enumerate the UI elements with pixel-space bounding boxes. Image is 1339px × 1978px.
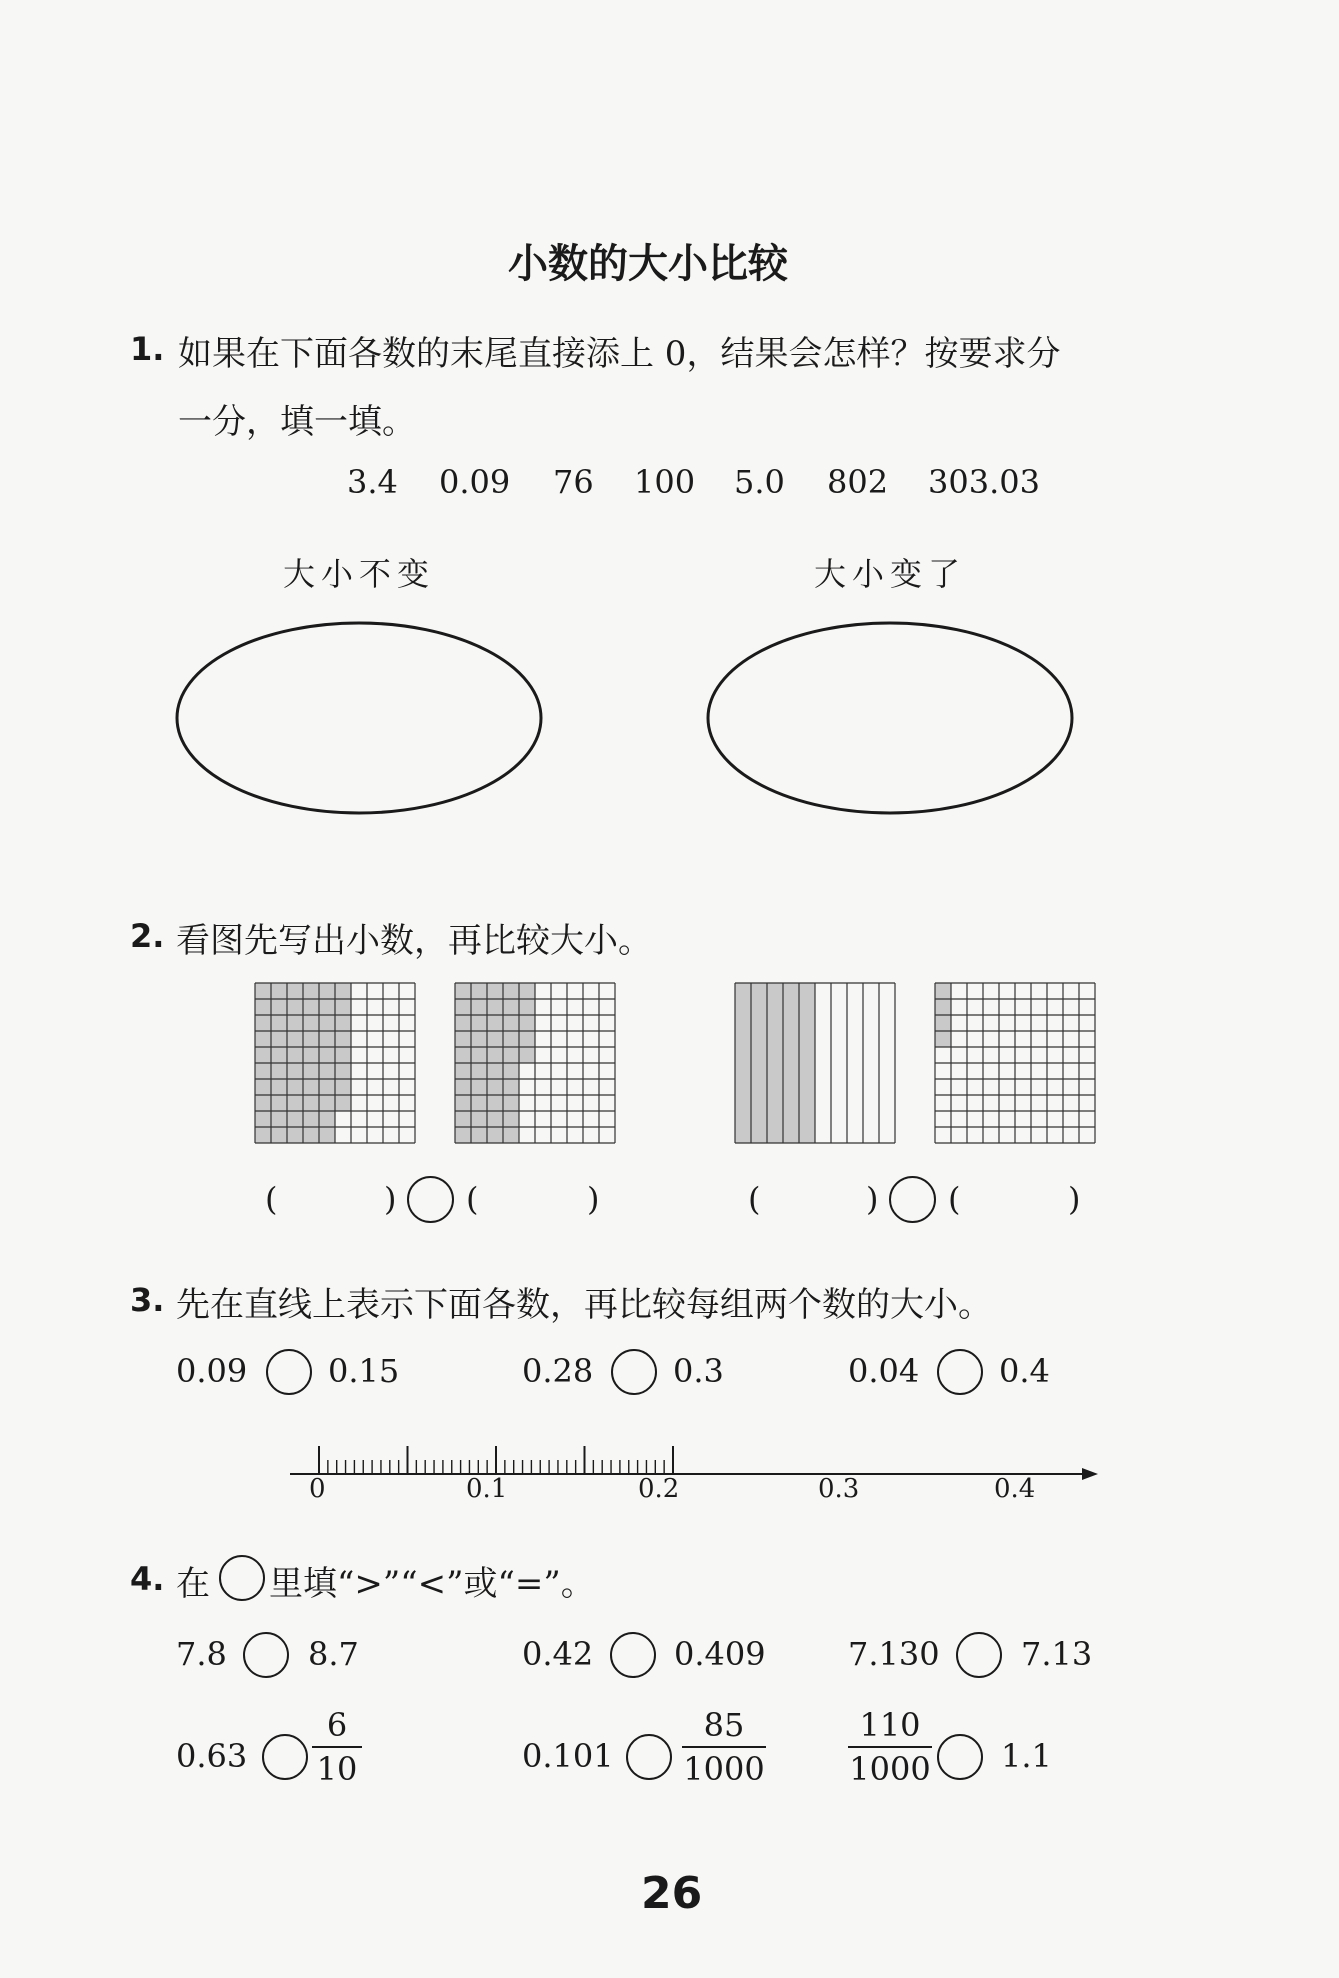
- shaded-cell: [319, 999, 335, 1015]
- shaded-cell: [287, 1095, 303, 1111]
- number-line[interactable]: [280, 1430, 1100, 1520]
- numberline-label: 0.2: [638, 1474, 680, 1504]
- shaded-strip: [799, 983, 815, 1143]
- shaded-cell: [319, 1127, 335, 1143]
- page-number: 26: [641, 1868, 703, 1919]
- shaded-cell: [503, 1047, 519, 1063]
- shaded-cell: [335, 1063, 351, 1079]
- numberline-label: 0.1: [466, 1474, 508, 1504]
- shaded-cell: [487, 983, 503, 999]
- shaded-cell: [287, 1111, 303, 1127]
- numberline-label: 0.3: [818, 1474, 860, 1504]
- shaded-cell: [271, 1047, 287, 1063]
- shaded-cell: [503, 1079, 519, 1095]
- shaded-cell: [255, 1127, 271, 1143]
- shaded-cell: [455, 999, 471, 1015]
- shaded-cell: [319, 1063, 335, 1079]
- q1-text-line1: 如果在下面各数的末尾直接添上 0，结果会怎样？按要求分: [178, 334, 1061, 374]
- shaded-cell: [519, 1015, 535, 1031]
- shaded-cell: [319, 1095, 335, 1111]
- arrow-right-icon: [1082, 1468, 1098, 1480]
- shaded-cell: [471, 1015, 487, 1031]
- shaded-cell: [503, 1111, 519, 1127]
- shaded-cell: [519, 1047, 535, 1063]
- shaded-cell: [255, 999, 271, 1015]
- shaded-cell: [271, 1127, 287, 1143]
- compare-left-value: 0.101: [522, 1737, 614, 1775]
- shaded-cell: [335, 1047, 351, 1063]
- shaded-cell: [471, 1095, 487, 1111]
- shaded-cell: [255, 1095, 271, 1111]
- shaded-cell: [487, 1127, 503, 1143]
- shaded-cell: [487, 1079, 503, 1095]
- compare-circle[interactable]: [611, 1349, 657, 1395]
- fraction: [682, 1706, 766, 1788]
- shaded-cell: [471, 1079, 487, 1095]
- shaded-cell: [455, 983, 471, 999]
- shaded-cell: [303, 983, 319, 999]
- hundred-grid-3: [934, 982, 1096, 1144]
- shaded-cell: [455, 1015, 471, 1031]
- shaded-cell: [455, 1095, 471, 1111]
- label-changed: 大小变了: [814, 555, 967, 593]
- shaded-cell: [471, 999, 487, 1015]
- compare-left-value: 0.09: [176, 1352, 248, 1390]
- shaded-cell: [271, 1079, 287, 1095]
- shaded-cell: [303, 1047, 319, 1063]
- shaded-cell: [287, 1079, 303, 1095]
- q4-text-before: 在: [176, 1564, 210, 1604]
- shaded-cell: [455, 1127, 471, 1143]
- shaded-cell: [487, 1015, 503, 1031]
- q2-text: 看图先写出小数，再比较大小。: [176, 921, 652, 961]
- compare-circle[interactable]: [243, 1632, 289, 1678]
- shaded-cell: [487, 1095, 503, 1111]
- shaded-cell: [335, 1079, 351, 1095]
- compare-right-value: 0.409: [674, 1635, 766, 1673]
- shaded-cell: [255, 1111, 271, 1127]
- shaded-cell: [319, 1079, 335, 1095]
- shaded-cell: [303, 1111, 319, 1127]
- numberline-label: 0.4: [994, 1474, 1036, 1504]
- shaded-cell: [335, 983, 351, 999]
- answer-oval-unchanged[interactable]: [177, 623, 541, 813]
- shaded-cell: [319, 1111, 335, 1127]
- shaded-cell: [271, 1111, 287, 1127]
- shaded-cell: [319, 1015, 335, 1031]
- compare-right-value: 1.1: [1001, 1737, 1052, 1775]
- fraction-bar: [312, 1746, 362, 1748]
- shaded-cell: [487, 1031, 503, 1047]
- compare-right-value: 0.4: [999, 1352, 1050, 1390]
- q1-number-item: 100: [634, 463, 696, 501]
- shaded-cell: [487, 1047, 503, 1063]
- shaded-cell: [503, 1127, 519, 1143]
- shaded-cell: [455, 1047, 471, 1063]
- fraction-bar: [682, 1746, 766, 1748]
- shaded-cell: [287, 1015, 303, 1031]
- shaded-cell: [503, 1031, 519, 1047]
- numberline-label: 0: [309, 1474, 326, 1504]
- q1-number-item: 0.09: [439, 463, 511, 501]
- compare-right-value: 7.13: [1021, 1635, 1093, 1673]
- shaded-cell: [271, 1031, 287, 1047]
- shaded-cell: [935, 1031, 951, 1047]
- label-unchanged: 大小不变: [283, 555, 436, 593]
- shaded-cell: [487, 999, 503, 1015]
- answer-blank-open: (: [748, 1180, 761, 1218]
- compare-right-value: 0.15: [328, 1352, 400, 1390]
- shaded-cell: [287, 1127, 303, 1143]
- fraction: [848, 1706, 932, 1788]
- q1-number-item: 5.0: [734, 463, 785, 501]
- shaded-cell: [335, 999, 351, 1015]
- fraction-denominator: 1000: [849, 1750, 931, 1788]
- q1-number-item: 802: [827, 463, 889, 501]
- answer-blank-close: ): [1068, 1180, 1081, 1218]
- shaded-cell: [471, 1111, 487, 1127]
- shaded-cell: [303, 1079, 319, 1095]
- compare-left-value: 0.28: [522, 1352, 594, 1390]
- tenths-grid: [734, 982, 896, 1144]
- shaded-cell: [487, 1063, 503, 1079]
- shaded-cell: [471, 1031, 487, 1047]
- fraction: [312, 1706, 362, 1788]
- shaded-cell: [503, 1095, 519, 1111]
- shaded-cell: [335, 1095, 351, 1111]
- shaded-cell: [303, 1015, 319, 1031]
- shaded-cell: [471, 1047, 487, 1063]
- shaded-cell: [271, 983, 287, 999]
- shaded-cell: [287, 983, 303, 999]
- shaded-cell: [271, 1095, 287, 1111]
- compare-left-value: 7.130: [848, 1635, 940, 1673]
- fraction-numerator: 110: [859, 1706, 921, 1744]
- answer-blank-close: ): [866, 1180, 879, 1218]
- shaded-cell: [519, 983, 535, 999]
- shaded-cell: [287, 1031, 303, 1047]
- shaded-cell: [471, 1127, 487, 1143]
- shaded-cell: [303, 1031, 319, 1047]
- shaded-cell: [271, 999, 287, 1015]
- shaded-cell: [287, 999, 303, 1015]
- compare-circle[interactable]: [889, 1176, 936, 1223]
- shaded-cell: [303, 1063, 319, 1079]
- fraction-denominator: 10: [316, 1750, 358, 1788]
- shaded-cell: [255, 983, 271, 999]
- shaded-cell: [935, 983, 951, 999]
- shaded-cell: [455, 1031, 471, 1047]
- shaded-cell: [303, 1127, 319, 1143]
- answer-blank-open: (: [948, 1180, 961, 1218]
- shaded-cell: [255, 1047, 271, 1063]
- shaded-cell: [271, 1015, 287, 1031]
- shaded-cell: [503, 983, 519, 999]
- compare-right-value: 8.7: [308, 1635, 359, 1673]
- q1-answer-ovals: [0, 610, 1339, 870]
- page-title: 小数的大小比较: [508, 241, 788, 287]
- compare-circle[interactable]: [262, 1734, 308, 1780]
- compare-left-value: 0.04: [848, 1352, 920, 1390]
- shaded-cell: [503, 1063, 519, 1079]
- shaded-cell: [319, 983, 335, 999]
- compare-circle[interactable]: [937, 1349, 983, 1395]
- compare-circle[interactable]: [407, 1176, 454, 1223]
- compare-circle[interactable]: [266, 1349, 312, 1395]
- compare-right-value: 0.3: [673, 1352, 724, 1390]
- shaded-strip: [751, 983, 767, 1143]
- answer-blank-open: (: [265, 1180, 278, 1218]
- hundred-grid-2: [454, 982, 616, 1144]
- shaded-cell: [303, 999, 319, 1015]
- answer-blank-close: ): [384, 1180, 397, 1218]
- shaded-cell: [519, 1031, 535, 1047]
- q1-number-item: 3.4: [347, 463, 398, 501]
- hundred-grid-1: [254, 982, 416, 1144]
- q3-number: 3.: [130, 1281, 165, 1319]
- answer-oval-changed[interactable]: [708, 623, 1072, 813]
- shaded-cell: [255, 1015, 271, 1031]
- shaded-cell: [255, 1063, 271, 1079]
- fraction-denominator: 1000: [683, 1750, 765, 1788]
- compare-left-value: 7.8: [176, 1635, 227, 1673]
- compare-left-value: 0.63: [176, 1737, 248, 1775]
- shaded-cell: [487, 1111, 503, 1127]
- fraction-bar: [848, 1746, 932, 1748]
- q1-number: 1.: [130, 330, 165, 368]
- q1-text-line2: 一分，填一填。: [178, 402, 416, 442]
- shaded-strip: [783, 983, 799, 1143]
- shaded-cell: [935, 999, 951, 1015]
- shaded-strip: [767, 983, 783, 1143]
- shaded-cell: [471, 983, 487, 999]
- compare-circle[interactable]: [610, 1632, 656, 1678]
- answer-blank-close: ): [587, 1180, 600, 1218]
- shaded-cell: [455, 1063, 471, 1079]
- shaded-cell: [335, 1031, 351, 1047]
- shaded-cell: [319, 1047, 335, 1063]
- shaded-cell: [287, 1063, 303, 1079]
- shaded-cell: [471, 1063, 487, 1079]
- q1-number-item: 76: [553, 463, 594, 501]
- compare-left-value: 0.42: [522, 1635, 594, 1673]
- q4-number: 4.: [130, 1560, 165, 1598]
- shaded-cell: [271, 1063, 287, 1079]
- compare-circle[interactable]: [937, 1734, 983, 1780]
- shaded-cell: [935, 1015, 951, 1031]
- shaded-cell: [255, 1079, 271, 1095]
- shaded-strip: [735, 983, 751, 1143]
- shaded-cell: [503, 1015, 519, 1031]
- shaded-cell: [335, 1015, 351, 1031]
- fraction-numerator: 85: [703, 1706, 745, 1744]
- shaded-cell: [455, 1079, 471, 1095]
- shaded-cell: [503, 999, 519, 1015]
- q2-number: 2.: [130, 917, 165, 955]
- shaded-cell: [519, 999, 535, 1015]
- inline-circle-icon: [219, 1555, 265, 1601]
- q3-text: 先在直线上表示下面各数，再比较每组两个数的大小。: [176, 1285, 992, 1325]
- shaded-cell: [319, 1031, 335, 1047]
- shaded-cell: [255, 1031, 271, 1047]
- compare-circle[interactable]: [956, 1632, 1002, 1678]
- shaded-cell: [303, 1095, 319, 1111]
- fraction-numerator: 6: [326, 1706, 348, 1744]
- shaded-cell: [287, 1047, 303, 1063]
- shaded-cell: [455, 1111, 471, 1127]
- q4-text-after: 里填“>”“<”或“=”。: [269, 1564, 595, 1604]
- compare-circle[interactable]: [626, 1734, 672, 1780]
- q1-number-item: 303.03: [928, 463, 1040, 501]
- answer-blank-open: (: [466, 1180, 479, 1218]
